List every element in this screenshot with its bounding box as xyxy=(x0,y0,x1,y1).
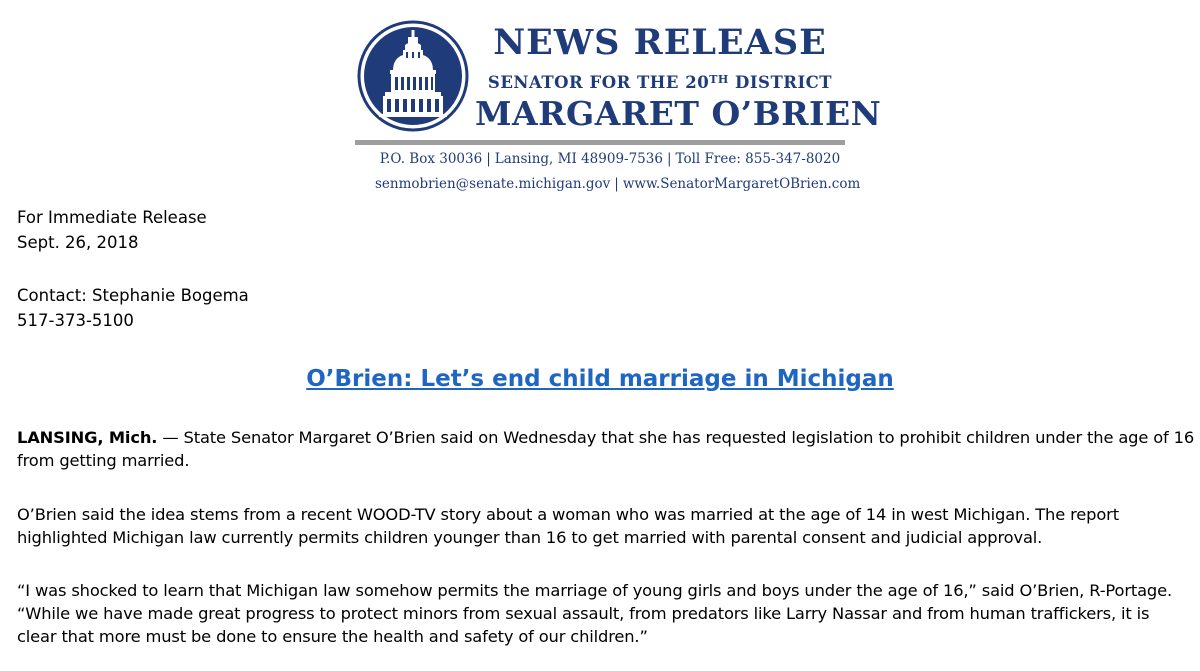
po-box: P.O. Box 30036 xyxy=(379,151,483,167)
paragraph-line: O’Brien said the idea stems from a recent WOOD-TV story about a woman who was married at the age of 14 in west Michigan. The report xyxy=(17,505,1119,524)
press-contact: Contact: Stephanie Bogema xyxy=(17,286,249,305)
dateline: LANSING, Mich. xyxy=(17,428,158,447)
body-paragraph-2 xyxy=(17,503,1193,549)
capitol-dome-seal-icon xyxy=(357,20,469,132)
paragraph-line: from getting married. xyxy=(17,451,190,470)
toll-free-phone: Toll Free: 855-347-8020 xyxy=(675,151,841,167)
paragraph-line: “I was shocked to learn that Michigan law somehow permits the marriage of young girls and boys under the age of 16,” said O’Brien, R-Portage. xyxy=(17,581,1173,600)
letterhead-contact-web: senmobrien@senate.michigan.gov | www.SenatorMargaretOBrien.com xyxy=(375,176,861,192)
website-url: www.SenatorMargaretOBrien.com xyxy=(622,176,861,192)
paragraph-line: highlighted Michigan law currently permits children younger than 16 to get married with parental consent and judicial approval. xyxy=(17,528,1043,547)
paragraph-text: — State Senator Margaret O’Brien said on Wednesday that she has requested legislation to prohibit children under the age of 16 xyxy=(157,428,1195,447)
paragraph-line xyxy=(17,426,1193,449)
release-type: For Immediate Release xyxy=(17,208,207,227)
body-paragraph-3 xyxy=(17,579,1193,648)
email-address: senmobrien@senate.michigan.gov xyxy=(375,176,611,192)
release-date: Sept. 26, 2018 xyxy=(17,233,139,252)
body-paragraph-1 xyxy=(17,426,1193,472)
letterhead-subtitle: SENATOR FOR THE 20TH DISTRICT xyxy=(487,73,833,92)
press-contact-phone: 517-373-5100 xyxy=(17,311,134,330)
letterhead-senator-name: MARGARET O’BRIEN xyxy=(475,94,882,133)
headline: O’Brien: Let’s end child marriage in Michigan xyxy=(306,366,894,392)
letterhead-title: NEWS RELEASE xyxy=(493,22,827,63)
city-zip: Lansing, MI 48909-7536 xyxy=(494,151,663,167)
letterhead xyxy=(355,10,882,195)
paragraph-line: “While we have made great progress to protect minors from sexual assault, from predators like Larry Nassar and from human traffickers, it is xyxy=(17,604,1150,623)
paragraph-line: clear that more must be done to ensure the health and safety of our children.” xyxy=(17,627,648,646)
letterhead-contact-address: P.O. Box 30036 | Lansing, MI 48909-7536 | Toll Free: 855-347-8020 xyxy=(379,151,841,167)
letterhead-divider xyxy=(355,140,845,145)
